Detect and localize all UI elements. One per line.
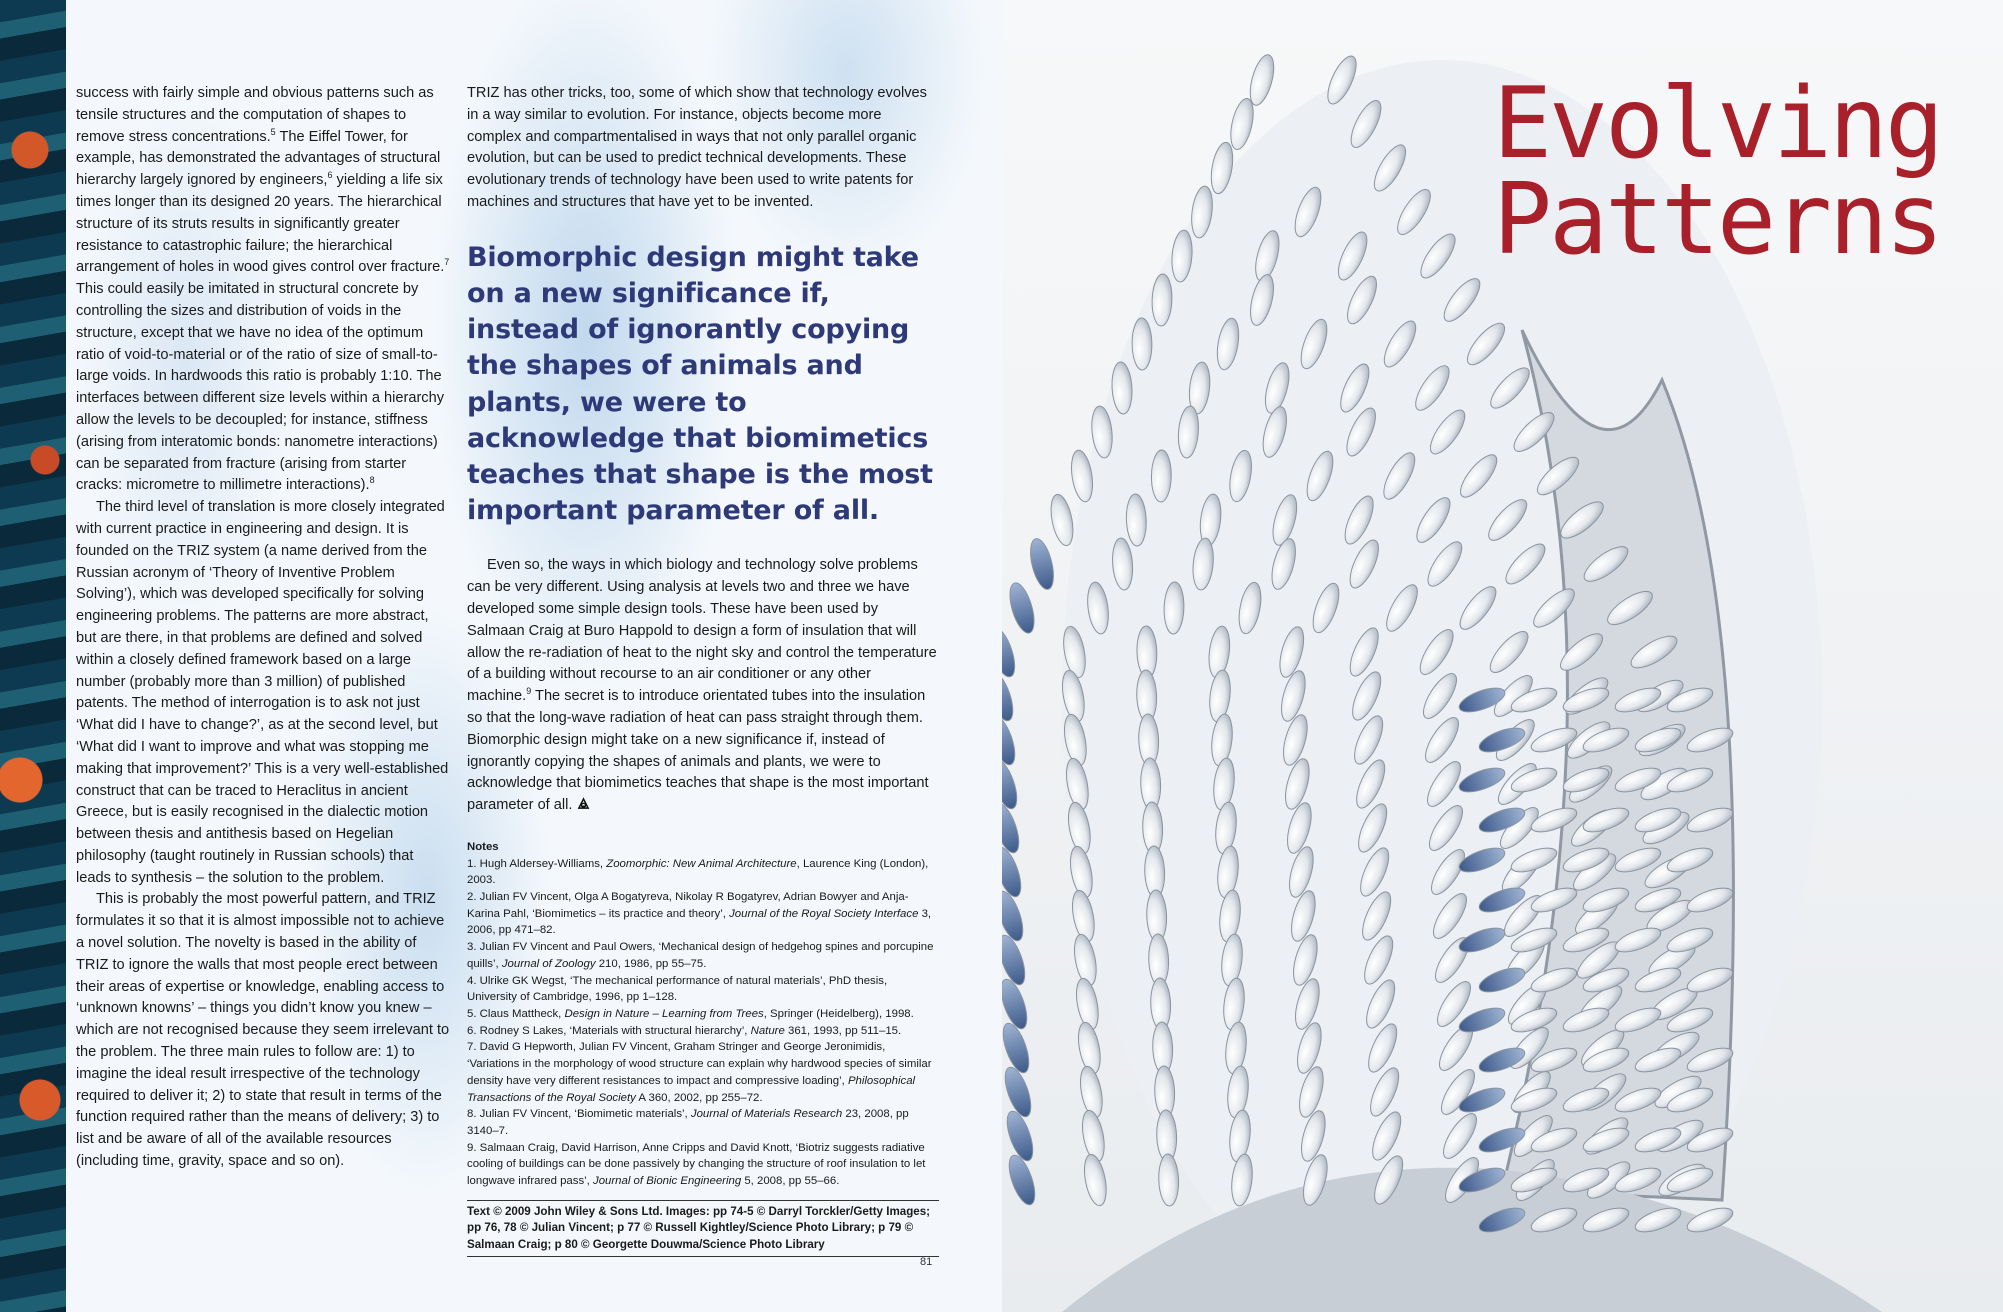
note-item: 5. Claus Mattheck, Design in Nature – Learning from Trees, Springer (Heidelberg), 1998. bbox=[467, 1008, 914, 1020]
notes-heading: Notes bbox=[467, 840, 499, 853]
photo-panel bbox=[1002, 0, 2003, 1312]
coral-reef-photo-strip bbox=[0, 0, 66, 1312]
body-paragraph: The third level of translation is more closely integrated with current practice in engineering and design. It is founded on the TRIZ system (a name derived from the Russian acronym of ‘Theory of Inventive Problem Solving’), which was developed specifically for solving engineering problems. The patterns are more abstract, but are there, in that problems are defined and solved within a closely defined framework based on a large number (probably more than 3 million) of published patents. The method of interrogation is to ask not just ‘What did I have to change?’, as at the second level, but ‘What did I want to improve and what was stopping me making that improvement?’ This is a very well-established construct that can be traced to Heraclitus in ancient Greece, but is easily recognised in the dialectic motion between thesis and antithesis based on Hegelian philosophy (taught routinely in Russian schools) that leads to synthesis – the solution to the problem. bbox=[76, 499, 449, 886]
note-item: 8. Julian FV Vincent, ‘Biomimetic materials’, Journal of Materials Research 23, 2008, pp 3140–7. bbox=[467, 1108, 909, 1137]
middle-text-column bbox=[467, 83, 939, 1257]
pull-quote: Biomorphic design might take on a new significance if, instead of ignorantly copying the shapes of animals and plants, we were to acknowledge that biomimetics teaches that shape is the most important parameter of all. bbox=[467, 241, 933, 527]
note-item: 9. Salmaan Craig, David Harrison, Anne Cripps and David Knott, ‘Biotriz suggests radiative cooling of buildings can be done passively by changing the structure of roof insulation to let longwave infrared pass’, Journal of Bionic Engineering 5, 2008, pp 55–66. bbox=[467, 1141, 926, 1188]
title-line-2: Patterns bbox=[1492, 163, 1941, 277]
body-paragraph: success with fairly simple and obvious patterns such as tensile structures and the computation of shapes to remove stress concentrations.$^5$ The Eiffel Tower, for example, has demonstrated the advantages of structural hierarchy largely ignored by engineers,$^6$ yielding a life six times longer than its designed 20 years. The hierarchical structure of its struts results in significantly greater resistance to catastrophic failure; the hierarchical arrangement of holes in wood gives control over fracture.$^7$ This could easily be imitated in structural concrete by controlling the sizes and distribution of voids in the structure, except that we have no idea of the optimum ratio of void-to-material or of the ratio of size of small-to-large voids. In hardwoods this ratio is probably 1:10. The interfaces between different size levels within a hierarchy allow the levels to be decoupled; for instance, stiffness (arising from interatomic bonds: nanometre interactions) can be separated from fracture (arising from starter cracks: micrometre to millimetre interactions).$^8$ bbox=[76, 85, 450, 494]
note-item: 4. Ulrike GK Wegst, ‘The mechanical performance of natural materials’, PhD thesis, University of Cambridge, 1996, pp 1–128. bbox=[467, 974, 888, 1004]
note-item: 1. Hugh Aldersey-Williams, Zoomorphic: New Animal Architecture, Laurence King (London), 2003. bbox=[467, 857, 929, 887]
notes-section bbox=[467, 839, 939, 1190]
left-text-column bbox=[76, 83, 452, 1173]
body-paragraph: Even so, the ways in which biology and technology solve problems can be very different. Using analysis at levels two and three we have developed some simple design tools. These have been used by Salmaan Craig at Buro Happold to design a form of insulation that will allow the re-radiation of heat to the night sky and control the temperature of a building without recourse to an air conditioner or any other machine.$^9$ The secret is to introduce orientated tubes into the insulation so that the long-wave radiation of heat can pass straight through them. Biomorphic design might take on a new significance if, instead of ignorantly copying the shapes of animals and plants, we were to acknowledge that biomimetics teaches that shape is the most important parameter of all. bbox=[467, 557, 937, 814]
note-item: 3. Julian FV Vincent and Paul Owers, ‘Mechanical design of hedgehog spines and porcupine quills’, Journal of Zoology 210, 1986, pp 55–75. bbox=[467, 941, 934, 970]
article-title bbox=[1492, 67, 1941, 277]
note-item: 7. David G Hepworth, Julian FV Vincent, Graham Stringer and George Jeronimidis, ‘Variations in the morphology of wood structure can explain why hardwood species of similar density have very different resistances to impact and compressive loading’, Philosophical Transactions of the Royal Society A 360, 2002, pp 255–72. bbox=[467, 1041, 932, 1104]
title-line-1: Evolving bbox=[1492, 67, 1941, 181]
note-item: 2. Julian FV Vincent, Olga A Bogatyreva, Nikolay R Bogatyrev, Adrian Bowyer and Anja-Karina Pahl, ‘Biomimetics – its practice and theory’, Journal of the Royal Society Interface 3, 2006, pp 471–82. bbox=[467, 891, 932, 937]
ad-end-mark-icon bbox=[577, 797, 590, 810]
page-number: 81 bbox=[920, 1256, 933, 1268]
body-paragraph: TRIZ has other tricks, too, some of which show that technology evolves in a way similar to evolution. For instance, objects become more complex and compartmentalised in ways that not only parallel organic evolution, but can be used to predict technical developments. These evolutionary trends of technology have been used to write patents for machines and structures that have yet to be invented. bbox=[467, 85, 927, 210]
body-paragraph: This is probably the most powerful pattern, and TRIZ formulates it so that it is almost impossible not to achieve a novel solution. The novelty is based in the ability of TRIZ to ignore the walls that most people erect between their areas of expertise or knowledge, enabling access to ‘unknown knowns’ – things you didn’t know you knew – which are not recognised because they seem irrelevant to the problem. The three main rules to follow are: 1) to imagine the ideal result irrespective of the technology required to deliver it; 2) to state that result in terms of the function required rather than the means of delivery; 3) to list and be aware of all of the available resources (including time, gravity, space and so on). bbox=[76, 891, 450, 1170]
image-credits: Text © 2009 John Wiley & Sons Ltd. Images: pp 74-5 © Darryl Torckler/Getty Images; pp 76, 78 © Julian Vincent; p 77 © Russell Kightley/Science Photo Library; p 79 © Salmaan Craig; p 80 © Georgette Douwma/Science Photo Library bbox=[467, 1200, 939, 1258]
notes-list bbox=[467, 856, 939, 1190]
note-item: 6. Rodney S Lakes, ‘Materials with structural hierarchy’, Nature 361, 1993, pp 511–15. bbox=[467, 1024, 902, 1037]
